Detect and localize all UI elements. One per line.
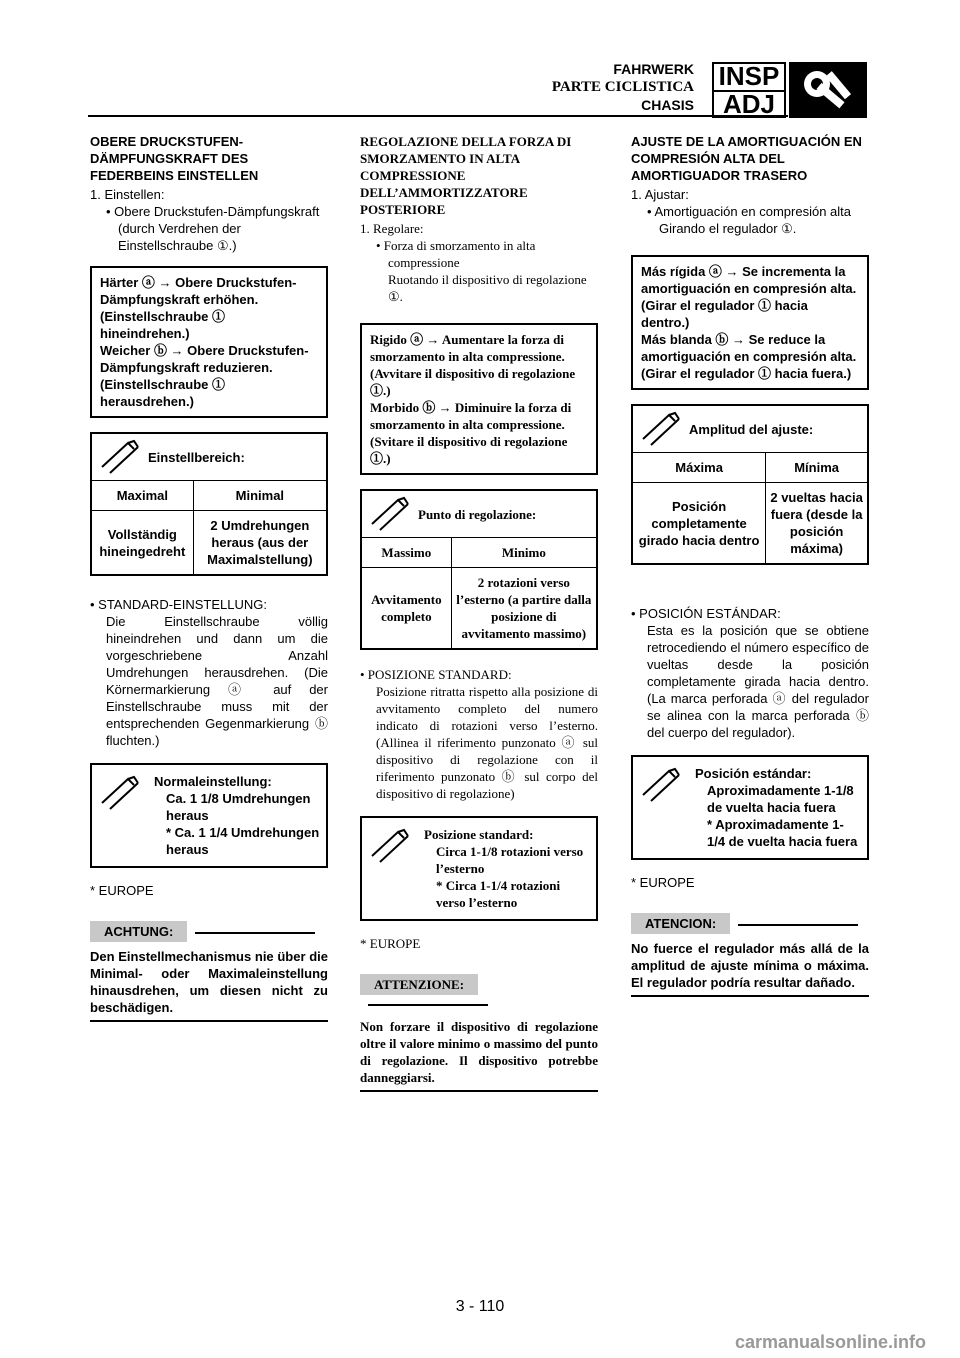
bullet-item: • Obere Druckstufen-Dämpfungskraft: [106, 204, 320, 219]
bullet-item: • Forza di smorzamento in alta compressione: [376, 238, 536, 270]
wrench-icon: [98, 773, 142, 813]
standard-setting-title: Normaleinstellung:: [154, 774, 272, 789]
spec-col-min: Minimal: [193, 481, 326, 511]
caution-block: [631, 913, 869, 997]
wrench-icon: [368, 826, 412, 866]
caution-rule: [738, 924, 858, 926]
badge-adj: ADJ: [722, 89, 775, 119]
standard-text: Esta es la posición que se obtiene retrocediendo el número específico de vueltas desde la posición completamente girada hacia dentro. (La marca perforada ⓐ del regulador se alinea con la marca perforada ⓑ del cuerpo del regulador).: [647, 623, 869, 740]
spec-title: Punto di regolazione:: [418, 506, 537, 522]
step-label: 1. Ajustar:: [631, 187, 689, 202]
standard-setting-box: [631, 755, 869, 860]
standard-setting-europe: * Aproximadamente 1-1/4 de vuelta hacia fuera: [707, 817, 858, 849]
standard-setting-value: Ca. 1 1/8 Umdrehungen heraus: [166, 791, 311, 823]
standard-text: Die Einstellschraube völlig hineindrehen und dann um die vorgeschriebene Anzahl Umdrehungen herausdrehen. (Die Körnermarkierung ⓐ auf der Einstellschraube muss mit der entsprechenden Gegenmarkierung ⓑ fluchten.): [106, 614, 328, 748]
standard-title: • STANDARD-EINSTELLUNG:: [90, 597, 267, 612]
harder-text: Härter ⓐ → Obere Druckstufen-Dämpfungskraft erhöhen. (Einstellschraube ① hineindrehen.): [100, 275, 297, 341]
section-heading: OBERE DRUCKSTUFEN-DÄMPFUNGSKRAFT DES FEDERBEINS EINSTELLEN: [90, 134, 259, 183]
spec-col-max: Máxima: [675, 460, 723, 475]
watermark: carmanualsonline.info: [734, 1332, 926, 1352]
adjust-direction-box: [631, 255, 869, 390]
caution-text: No fuerce el regulador más allá de la amplitud de ajuste mínima o máxima. El regulador podría resultar dañado.: [631, 940, 869, 997]
adjust-direction-box: [360, 323, 598, 475]
caution-block: [90, 921, 328, 1022]
section-title-de: FAHRWERK: [613, 61, 694, 77]
softer-text: Morbido ⓑ → Diminuire la forza di smorzamento in alta compressione. (Svitare il dispositivo di regolazione ①.): [370, 400, 572, 466]
standard-setting-box: [90, 763, 328, 868]
spec-header: [362, 491, 596, 538]
standard-setting-box: [360, 816, 598, 921]
spec-header: [633, 406, 867, 453]
adjust-direction-box: [90, 266, 328, 418]
spec-max-value: Avvitamento completo: [362, 568, 451, 649]
section-titles: [552, 60, 694, 114]
standard-setting-europe: * Circa 1-1/4 rotazioni verso l’esterno: [436, 878, 561, 910]
standard-setting-europe: * Ca. 1 1/4 Umdrehungen heraus: [166, 825, 320, 857]
section-title-it: PARTE CICLISTICA: [551, 79, 694, 95]
bullet-item: • Amortiguación en compresión alta: [647, 204, 851, 219]
caution-label: ATTENZIONE:: [360, 974, 478, 995]
softer-text: Más blanda ⓑ → Se reduce la amortiguación en compresión alta. (Girar el regulador ① hacia fuera.): [641, 332, 857, 381]
europe-footnote: * EUROPE: [360, 936, 421, 951]
wrench-icon: [639, 409, 683, 449]
spec-max-value: Vollständig hineingedreht: [92, 511, 193, 575]
spec-table: [92, 481, 326, 574]
section-heading: AJUSTE DE LA AMORTIGUACIÓN EN COMPRESIÓN ALTA DEL AMORTIGUADOR TRASERO: [631, 134, 862, 183]
header-rule: [88, 115, 788, 117]
spec-col-max: Massimo: [381, 545, 432, 560]
caution-text: Non forzare il dispositivo di regolazione oltre il valore minimo o massimo del punto di regolazione. Il dispositivo potrebbe danneggiarsi.: [360, 1018, 598, 1092]
standard-setting-value: Aproximadamente 1-1/8 de vuelta hacia fuera: [707, 783, 854, 815]
bullet-detail: Ruotando il dispositivo di regolazione ①.: [388, 272, 587, 304]
wrench-icon: [98, 437, 142, 477]
spec-table: [362, 538, 596, 648]
badge-insp: INSP: [714, 64, 784, 92]
spec-col-min: Mínima: [766, 453, 867, 483]
wrench-icon: [789, 62, 867, 118]
step-label: 1. Regolare:: [360, 221, 424, 236]
spec-max-value: Posición completamente girado hacia dentro: [633, 483, 766, 564]
spec-table: [633, 453, 867, 563]
harder-text: Más rígida ⓐ → Se incrementa la amortiguación en compresión alta. (Girar el regulador ① hacia dentro.): [641, 264, 857, 330]
step-label: 1. Einstellen:: [90, 187, 165, 202]
spec-table-box: [631, 404, 869, 565]
standard-title: • POSICIÓN ESTÁNDAR:: [631, 606, 781, 621]
spec-min-value: 2 Umdrehungen heraus (aus der Maximalstellung): [193, 511, 326, 575]
spec-col-max: Maximal: [116, 488, 168, 503]
standard-setting-value: Circa 1-1/8 rotazioni verso l’esterno: [436, 844, 584, 876]
standard-setting-title: Posición estándar:: [695, 766, 812, 781]
caution-block: [360, 974, 598, 1092]
spec-min-value: 2 vueltas hacia fuera (desde la posición máxima): [766, 483, 867, 564]
softer-text: Weicher ⓑ → Obere Druckstufen-Dämpfungskraft reduzieren. (Einstellschraube ① herausdrehen.): [100, 343, 309, 409]
caution-label: ACHTUNG:: [90, 921, 187, 942]
standard-title: • POSIZIONE STANDARD:: [360, 667, 512, 682]
caution-rule: [368, 1004, 488, 1006]
caution-text: Den Einstellmechanismus nie über die Minimal- oder Maximaleinstellung hinausdrehen, um diesen nicht zu beschädigen.: [90, 948, 328, 1022]
europe-footnote: * EUROPE: [631, 875, 695, 890]
column-german: [90, 133, 328, 1022]
column-spanish: [631, 133, 869, 997]
section-title-es: CHASIS: [641, 97, 694, 113]
page-number: 3 - 110: [455, 1298, 505, 1315]
spec-title: Amplitud del ajuste:: [689, 421, 814, 437]
bullet-detail: Girando el regulador ①.: [659, 221, 797, 236]
spec-table-box: [90, 432, 328, 576]
bullet-detail: (durch Verdrehen der Einstellschraube ①.): [118, 221, 241, 253]
spec-table-box: [360, 489, 598, 650]
standard-setting-title: Posizione standard:: [424, 827, 534, 842]
spec-min-value: 2 rotazioni verso l’esterno (a partire dalla posizione di avvitamento massimo): [451, 568, 596, 649]
standard-text: Posizione ritratta rispetto alla posizione di avvitamento completo del numero indicato di rotazioni verso l’esterno. (Allinea il riferimento punzonato ⓐ sul dispositivo di regolazione con il riferimento punzonato ⓑ sul corpo del dispositivo di regolazione): [376, 684, 598, 801]
insp-adj-badge: [712, 62, 786, 118]
caution-label: ATENCION:: [631, 913, 730, 934]
harder-text: Rigido ⓐ → Aumentare la forza di smorzamento in alta compressione. (Avvitare il dispositivo di regolazione ①.): [370, 332, 576, 398]
spec-col-min: Minimo: [451, 538, 596, 568]
europe-footnote: * EUROPE: [90, 883, 154, 898]
spec-title: Einstellbereich:: [148, 449, 245, 465]
column-italian: [360, 133, 598, 1092]
caution-rule: [195, 932, 315, 934]
wrench-icon: [639, 765, 683, 805]
wrench-icon: [368, 494, 412, 534]
section-heading: REGOLAZIONE DELLA FORZA DI SMORZAMENTO IN ALTA COMPRESSIONE DELL’AMMORTIZZATORE POSTERIORE: [360, 134, 572, 217]
spec-header: [92, 434, 326, 481]
